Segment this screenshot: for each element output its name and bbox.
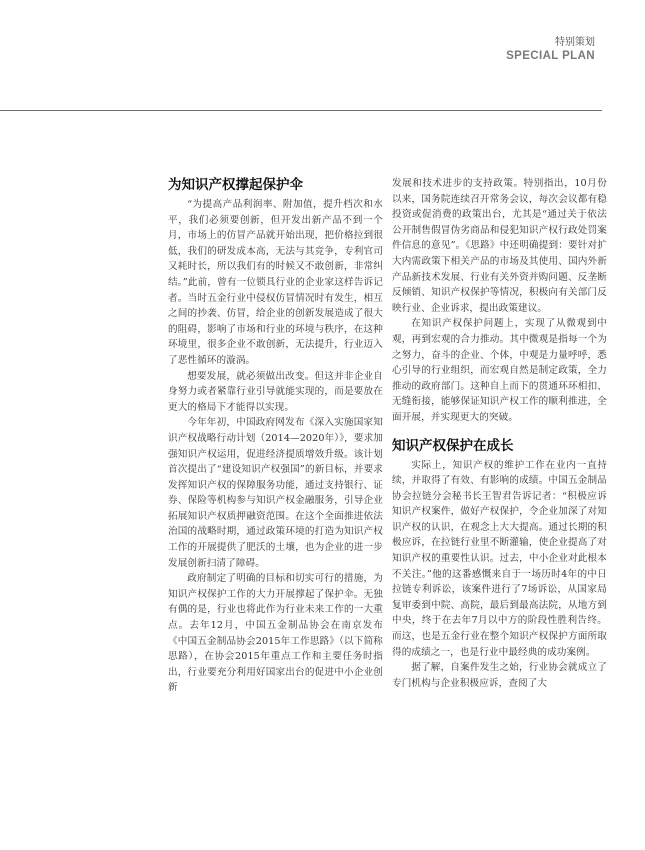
body-paragraph: 想要发展，就必须做出改变。但这并非企业自身努力或者紧靠行业引导就能实现的，而是要放在更大的格局下才能得以实现。 bbox=[168, 370, 383, 413]
body-paragraph: 政府制定了明确的目标和切实可行的措施，为知识产权保护工作的大力开展撑起了保护伞。无独有偶的是，行业也将此作为行业未来工作的一大重点。去年12月，中国五金制品协会在南京发布《中国五金制品协会2015年工作思路》（以下简称思路），在协会2015年重点工作和主要任务时指出，行业要充分利用好国家出台的促进中小企业创新 bbox=[168, 573, 383, 694]
body-paragraph-continued: 发展和技术进步的支持政策。特别指出，10月份以来，国务院连续召开常务会议，每次会议都有稳投资或促消费的政策出台，尤其是“通过关于依法公开制售假冒伪劣商品和侵犯知识产权行政处罚案件信息的意见”。《思路》中还明确提到：要针对扩大内需政策下相关产品的市场及其使用、国内外新产品新技术发展、行业有关外资并购问题、反垄断反倾销、知识产权保护等情况，积极向有关部门反映行业、企业诉求，提出政策建议。 bbox=[392, 178, 607, 314]
left-column bbox=[168, 176, 383, 696]
section-title-cn: 特别策划 bbox=[555, 37, 595, 48]
header-divider bbox=[0, 110, 602, 111]
body-paragraph: “为提高产品利润率、附加值，提升档次和水平，我们必须要创新，但开发出新产品不到一个月，市场上的仿冒产品就开始出现，把价格拉到很低，我们的研发成本高，无法与其竞争，专利官司又耗时长，所以我们有的时候又不敢创新，非常纠结。”此前，曾有一位锁具行业的企业家这样告诉记者。当时五金行业中侵权仿冒情况时有发生，相互之间的抄袭、仿冒，给企业的创新发展造成了很大的阻碍，影响了市场和行业的环境与秩序，在这种环境里，很多企业不敢创新，无法提升，行业迈入了恶性循环的漩涡。 bbox=[168, 199, 383, 366]
section-heading-1: 为知识产权撑起保护伞 bbox=[168, 177, 303, 193]
body-paragraph: 实际上，知识产权的维护工作在业内一直持续，并取得了有效、有影响的成绩。中国五金制品协会拉链分会秘书长王智君告诉记者：“积极应诉知识产权案件，做好产权保护，令企业加深了对知识产权的认识，在观念上大大提高。通过长期的积极应诉，在拉链行业里不断灌输，使企业提高了对知识产权的重要性认识。过去，中小企业对此根本不关注。”他的这番感慨来自于一场历时4年的中日拉链专利诉讼，该案件进行了7场诉讼，从国家局复审委到中院、高院，最后到最高法院，从地方到中央，终于在去年7月以中方的阶段性胜利告终。而这，也是五金行业在整个知识产权保护方面所取得的成绩之一，也是行业中最经典的成功案例。 bbox=[392, 459, 607, 658]
body-paragraph: 在知识产权保护问题上，实现了从微观到中观，再到宏观的合力推动。其中微观是指每一个为之努力，奋斗的企业、个体，中观是力量呼呼，悉心引导的行业组织，而宏观自然是制定政策，全力推动的政府部门。这种自上而下的贯通环环相扣、无缝衔接，能够保证知识产权工作的顺利推进，全面开展，并实现更大的突破。 bbox=[392, 318, 607, 423]
section-heading-2: 知识产权保护在成长 bbox=[392, 437, 514, 454]
body-paragraph: 据了解，自案件发生之始，行业协会就成立了专门机构与企业积极应诉，查阅了大 bbox=[392, 662, 607, 689]
page-header bbox=[506, 36, 595, 63]
section-title-en: SPECIAL PLAN bbox=[506, 50, 595, 62]
body-paragraph: 今年年初，中国政府网发布《深入实施国家知识产权战略行动计划（2014—2020年）》，要求加强知识产权运用，促进经济提质增效升级。该计划首次提出了“建设知识产权强国”的新目标，并要求发挥知识产权的保障服务功能，通过支持银行、证券、保险等机构参与知识产权金融服务，引导企业拓展知识产权质押融资范围。在这个全面推进依法治国的战略时期，通过政策环境的打造为知识产权工作的开展提供了肥沃的土壤，也为企业的进一步发展创新扫清了障碍。 bbox=[168, 417, 383, 569]
right-column bbox=[392, 176, 607, 691]
